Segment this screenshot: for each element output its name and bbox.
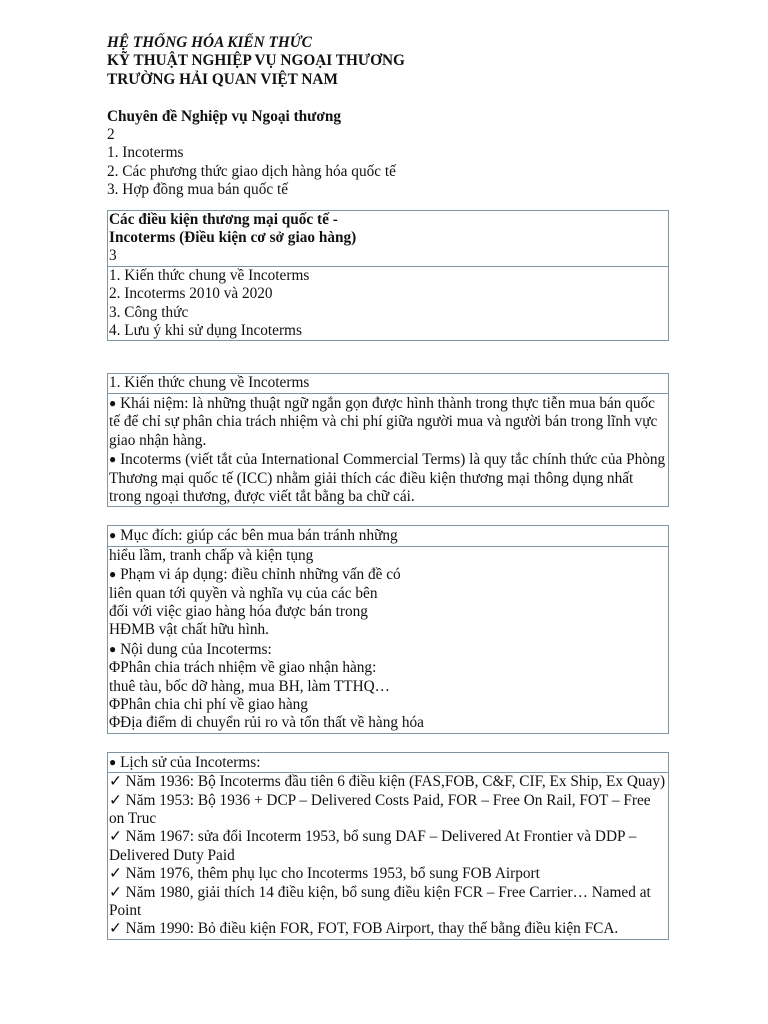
box-body bbox=[108, 547, 668, 733]
topic-item: 2. Các phương thức giao dịch hàng hóa quốc tế bbox=[107, 162, 396, 180]
definition-text: Khái niệm: là những thuật ngữ ngắn gọn được hình thành trong thực tiễn mua bán quốc tế để chỉ sự phân chia trách nhiệm và chi phí giữa người mua và người bán trong lĩnh vực giao nhận hàng. bbox=[109, 394, 658, 449]
history-box bbox=[107, 752, 669, 940]
doc-title-line3: TRƯỜNG HẢI QUAN VIỆT NAM bbox=[107, 70, 338, 88]
box-line: hiểu lầm, tranh chấp và kiện tụng bbox=[109, 546, 314, 564]
scope-text: Phạm vi áp dụng: điều chỉnh những vấn đề có bbox=[120, 566, 401, 584]
document-page bbox=[107, 34, 669, 940]
topic-item: 1. Incoterms bbox=[107, 144, 184, 162]
incoterms-overview-box bbox=[107, 210, 669, 342]
history-item: ✓ Năm 1967: sửa đổi Incoterm 1953, bổ sung DAF – Delivered At Frontier và DDP – Delivered Duty Paid bbox=[109, 828, 637, 864]
content-line bbox=[109, 640, 668, 659]
history-item: ✓ Năm 1980, giải thích 14 điều kiện, bổ sung điều kiện FCR – Free Carrier… Named at Point bbox=[109, 883, 651, 920]
box-header bbox=[108, 526, 668, 546]
scope-line bbox=[109, 565, 668, 584]
box-line: ΦĐịa điểm di chuyển rủi ro và tổn thất về hàng hóa bbox=[109, 714, 424, 732]
box-line: ΦPhân chia trách nhiệm về giao nhận hàng: bbox=[109, 659, 377, 677]
box-header bbox=[108, 753, 668, 773]
box-title-line1: Các điều kiện thương mại quốc tế - bbox=[109, 210, 338, 228]
box-header bbox=[108, 211, 668, 267]
box-list-item: 4. Lưu ý khi sử dụng Incoterms bbox=[109, 322, 302, 340]
box-body bbox=[108, 394, 668, 506]
box-body bbox=[108, 267, 668, 341]
purpose-scope-box bbox=[107, 525, 669, 733]
history-item: ✓ Năm 1976, thêm phụ lục cho Incoterms 1953, bổ sung FOB Airport bbox=[109, 865, 540, 883]
purpose-heading: Mục đích: giúp các bên mua bán tránh những bbox=[120, 527, 398, 545]
box-line: ΦPhân chia chi phí về giao hàng bbox=[109, 695, 308, 713]
history-heading: Lịch sử của Incoterms: bbox=[120, 753, 261, 771]
bullet-icon: ● bbox=[109, 754, 117, 769]
definition-paragraph bbox=[109, 394, 668, 450]
bullet-icon: ● bbox=[109, 567, 117, 582]
doc-title-line2: KỸ THUẬT NGHIỆP VỤ NGOẠI THƯƠNG bbox=[107, 52, 405, 70]
box-header: 1. Kiến thức chung về Incoterms bbox=[108, 374, 668, 393]
box-title-line2: Incoterms (Điều kiện cơ sở giao hàng) bbox=[109, 229, 357, 247]
box-list-item: 1. Kiến thức chung về Incoterms bbox=[109, 266, 310, 284]
general-knowledge-box bbox=[107, 373, 669, 507]
box-body bbox=[108, 773, 668, 939]
box-line: HĐMB vật chất hữu hình. bbox=[109, 621, 269, 639]
topic-page-number: 2 bbox=[107, 126, 115, 144]
box-list-item: 2. Incoterms 2010 và 2020 bbox=[109, 285, 273, 303]
box-line: thuê tàu, bốc dỡ hàng, mua BH, làm TTHQ… bbox=[109, 677, 390, 695]
doc-title-line1: HỆ THỐNG HÓA KIẾN THỨC bbox=[107, 34, 312, 51]
history-item: ✓ Năm 1953: Bộ 1936 + DCP – Delivered Costs Paid, FOR – Free On Rail, FOT – Free on Truc bbox=[109, 791, 651, 828]
box-page-number: 3 bbox=[109, 247, 117, 265]
incoterms-text: Incoterms (viết tắt của International Commercial Terms) là quy tắc chính thức của Phòng Thương mại quốc tế (ICC) nhằm giải thích các điều kiện thương mại thông dụng nhất trong ngoại thương, được viết tắt bằng ba chữ cái. bbox=[109, 451, 666, 505]
incoterms-paragraph bbox=[109, 450, 668, 506]
box-line: đối với việc giao hàng hóa được bán trong bbox=[109, 602, 368, 620]
history-item: ✓ Năm 1936: Bộ Incoterms đầu tiên 6 điều kiện (FAS,FOB, C&F, CIF, Ex Ship, Ex Quay) bbox=[109, 773, 666, 791]
topic-item: 3. Hợp đồng mua bán quốc tế bbox=[107, 181, 288, 199]
box-line: liên quan tới quyền và nghĩa vụ của các bên bbox=[109, 584, 378, 602]
topic-title: Chuyên đề Nghiệp vụ Ngoại thương bbox=[107, 107, 341, 125]
bullet-icon: ● bbox=[109, 528, 117, 543]
history-item: ✓ Năm 1990: Bỏ điều kiện FOR, FOT, FOB Airport, thay thế bằng điều kiện FCA. bbox=[109, 920, 619, 938]
bullet-icon: ● bbox=[109, 395, 117, 410]
content-text: Nội dung của Incoterms: bbox=[120, 640, 272, 658]
spacer bbox=[107, 89, 669, 107]
bullet-icon: ● bbox=[109, 641, 117, 656]
box-list-item: 3. Công thức bbox=[109, 303, 189, 321]
bullet-icon: ● bbox=[109, 452, 117, 467]
